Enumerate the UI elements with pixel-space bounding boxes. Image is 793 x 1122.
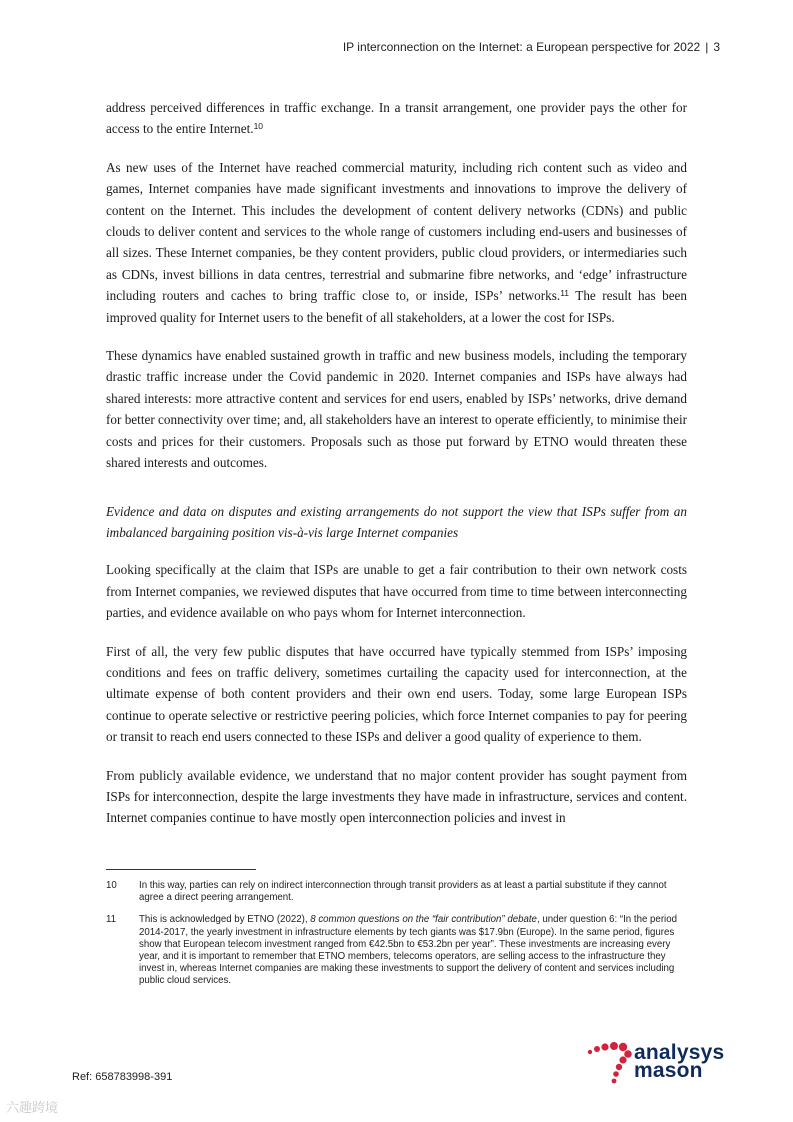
body-text: [106, 97, 687, 846]
logo-word-mason: mason: [634, 1059, 703, 1082]
logo-word-analysys: analysys: [634, 1041, 725, 1064]
document-reference: Ref: 658783998-391: [72, 1071, 173, 1083]
page-number: 3: [713, 40, 720, 54]
paragraph-6: From publicly available evidence, we understand that no major content provider has sought payment from ISPs for interconnection, despite the large investments they have made in infrastructure, services and content. Internet companies continue to have mostly open interconnection policies and invest in: [106, 767, 687, 826]
footnote-text: [139, 914, 686, 987]
footnote-text-b: , under question 6: “In the period 2014-2017, the yearly investment in infrastructure elements by tech giants was $17.9bn (Europe). In the same period, figures show that European telecom investment ranged from €42.5bn to €53.2bn per year”. These investments are increasing every year, and it is important to remember that ETNO members, telecoms operators, are selling access to the infrastructure they invest in, whereas Internet companies are making these investments to support the delivery of content and services including public cloud services.: [139, 914, 677, 987]
running-header: [343, 40, 720, 54]
header-title: IP interconnection on the Internet: a European perspective for 2022: [342, 40, 701, 54]
footnote-10: [106, 880, 686, 904]
footnote-11: [106, 914, 686, 987]
footnote-citation-title: 8 common questions on the “fair contribution” debate: [310, 914, 537, 926]
watermark: 六趣跨境: [6, 1101, 59, 1116]
paragraph-3: These dynamics have enabled sustained growth in traffic and new business models, including the temporary drastic traffic increase under the Covid pandemic in 2020. Internet companies and ISPs have always had shared interests: more attractive content and services for end users, enabled by ISPs’ networks, drive demand for better connectivity over time; and, all stakeholders have an interest to operate efficiently, to minimise their costs and prices for their customers. Proposals such as those put forward by ETNO would threaten these shared interests and outcomes.: [106, 348, 687, 471]
footnotes: [106, 880, 686, 998]
footnote-number: 10: [106, 880, 117, 891]
logo-dots-icon: [586, 1038, 634, 1088]
footnote-divider: [106, 869, 256, 870]
paragraph-1-text: address perceived differences in traffic exchange. In a transit arrangement, one provider pays the other for access to the entire Internet.: [106, 100, 687, 137]
paragraph-1: [106, 97, 687, 140]
footnote-ref-11[interactable]: 11: [560, 288, 570, 299]
analysys-mason-logo: [586, 1038, 736, 1088]
logo-wordmark: [634, 1041, 725, 1082]
footnote-text: In this way, parties can rely on indirect interconnection through transit providers as at least a partial substitute if they cannot agree a direct peering arrangement.: [139, 880, 667, 904]
section-heading: Evidence and data on disputes and existing arrangements do not support the view that ISPs suffer from an imbalanced bargaining position vis-à-vis large Internet companies: [106, 503, 687, 540]
paragraph-2-text-a: As new uses of the Internet have reached commercial maturity, including rich content such as video and games, Internet companies have made significant investments and innovations to improve the delivery of content on the Internet. This includes the development of content delivery networks (CDNs) and public clouds to deliver content and services to the whole range of customers including end-users and businesses of all sizes. These Internet companies, be they content providers, public cloud providers, or intermediaries such as CDNs, invest billions in data centres, terrestrial and submarine fibre networks, and ‘edge’ infrastructure including routers and caches to bring traffic close to, or inside, ISPs’ networks.: [106, 159, 687, 304]
header-separator: |: [705, 40, 709, 54]
paragraph-2: [106, 157, 687, 328]
paragraph-2-text-b: The result has been improved quality for Internet users to the benefit of all stakeholders, at a lower the cost for ISPs.: [106, 288, 687, 325]
footnote-number: 11: [106, 914, 117, 926]
footnote-ref-10[interactable]: 10: [253, 121, 264, 132]
paragraph-4: Looking specifically at the claim that ISPs are unable to get a fair contribution to their own network costs from Internet companies, we reviewed disputes that have occurred from time to time between interconnecting parties, and evidence available on who pays whom for Internet interconnection.: [106, 562, 687, 621]
paragraph-5: First of all, the very few public disputes that have occurred have typically stemmed from ISPs’ imposing conditions and fees on traffic delivery, sometimes curtailing the capacity used for interconnection, at the ultimate expense of both content providers and their own end users. Today, some large European ISPs continue to operate selective or restrictive peering policies, which force Internet companies to pay for peering or transit to reach end users connected to these ISPs and deliver a good quality of experience to them.: [106, 643, 687, 745]
footnote-text-a: This is acknowledged by ETNO (2022),: [139, 914, 311, 926]
